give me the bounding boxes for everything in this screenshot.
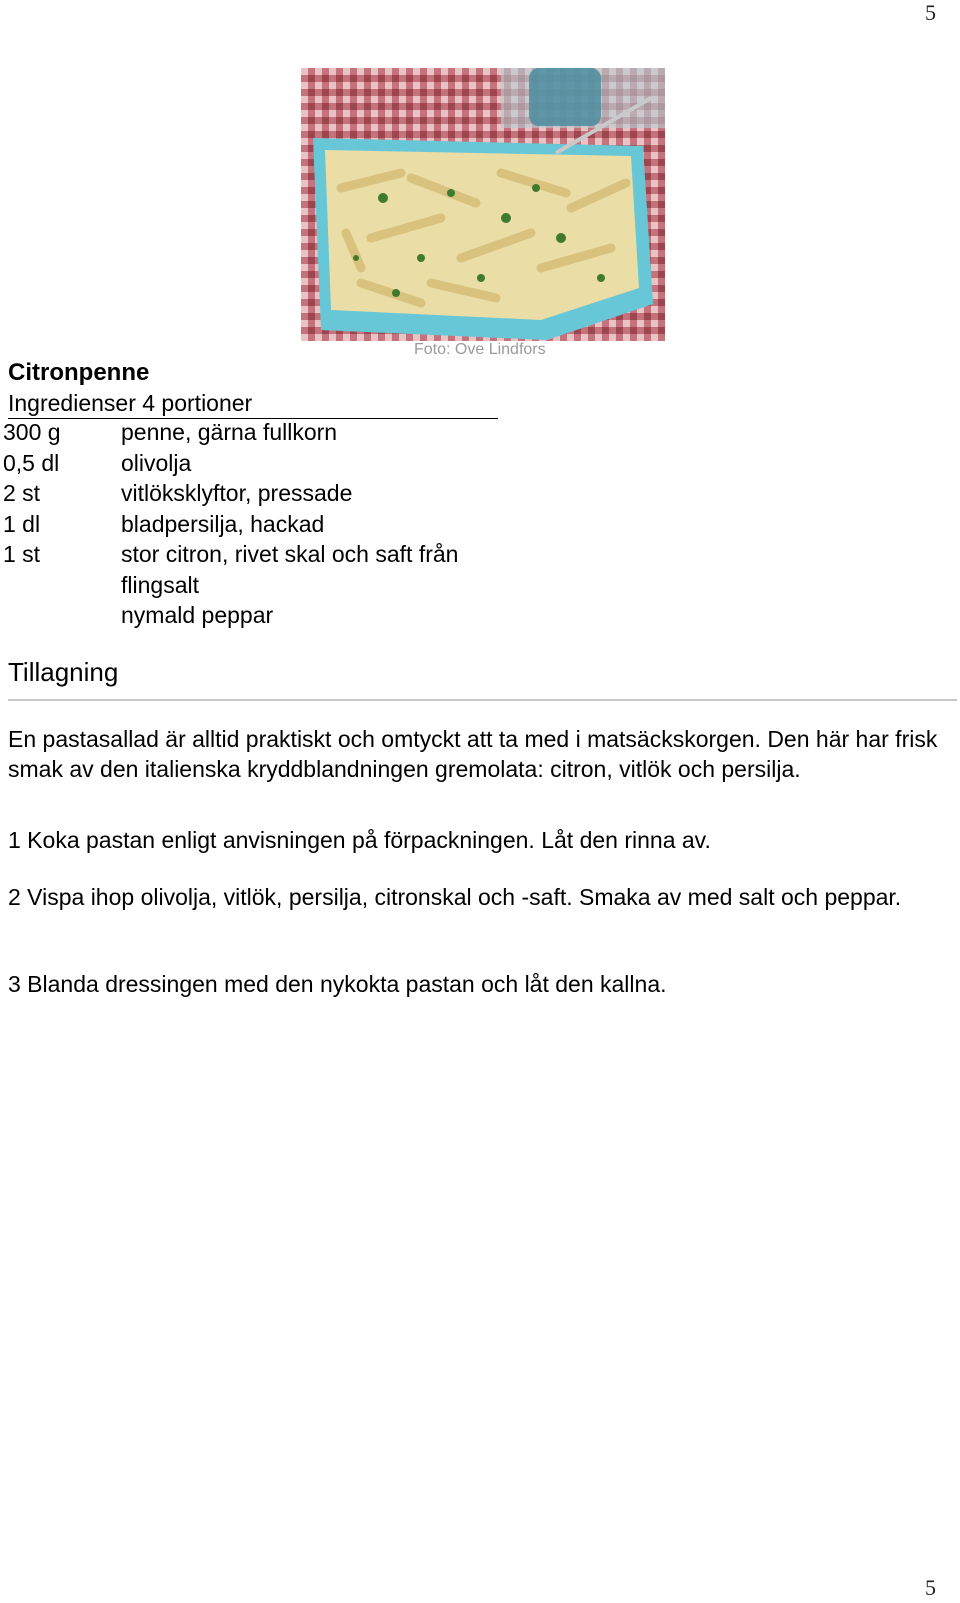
ingredient-quantity: 300 g — [3, 419, 61, 445]
ingredient-name: nymald peppar — [121, 602, 274, 628]
ingredients-heading: Ingredienser 4 portioner — [8, 390, 498, 419]
ingredient-name: flingsalt — [121, 571, 199, 598]
ingredient-row — [3, 572, 603, 603]
ingredient-name: bladpersilja, hackad — [121, 510, 325, 537]
page-number-top: 5 — [925, 0, 936, 25]
photo-caption: Foto: Ove Lindfors — [414, 341, 546, 358]
ingredient-row — [3, 419, 603, 450]
ingredient-row — [3, 541, 603, 572]
ingredient-name: vitlöksklyftor, pressade — [121, 480, 353, 506]
section-divider — [8, 699, 957, 701]
recipe-title: Citronpenne — [8, 359, 150, 386]
step-3: 3 Blanda dressingen med den nykokta pastan och låt den kallna. — [8, 971, 667, 997]
ingredient-quantity: 2 st — [3, 480, 41, 506]
ingredient-name: penne, gärna fullkorn — [121, 419, 338, 445]
step-2: 2 Vispa ihop olivolja, vitlök, persilja, citronskal och -saft. Smaka av med salt och peppar. — [8, 884, 902, 910]
recipe-intro: En pastasallad är alltid praktiskt och omtyckt att ta med i matsäckskorgen. Den här har frisk smak av den italienska kryddblandningen gremolata: citron, vitlök och persilja. — [8, 726, 938, 782]
ingredient-quantity: 1 dl — [3, 510, 41, 537]
ingredient-row — [3, 450, 603, 481]
ingredient-list — [3, 419, 603, 633]
recipe-photo — [301, 68, 665, 341]
ingredient-row — [3, 480, 603, 511]
ingredient-row — [3, 602, 603, 633]
page-number-bottom: 5 — [925, 1575, 936, 1600]
step-1: 1 Koka pastan enligt anvisningen på förpackningen. Låt den rinna av. — [8, 827, 711, 853]
ingredient-quantity: 0,5 dl — [3, 449, 60, 476]
preparation-heading: Tillagning — [8, 657, 119, 687]
ingredient-name: olivolja — [121, 449, 192, 476]
ingredient-row — [3, 511, 603, 542]
ingredient-name: stor citron, rivet skal och saft från — [121, 541, 459, 567]
ingredient-quantity: 1 st — [3, 541, 41, 567]
